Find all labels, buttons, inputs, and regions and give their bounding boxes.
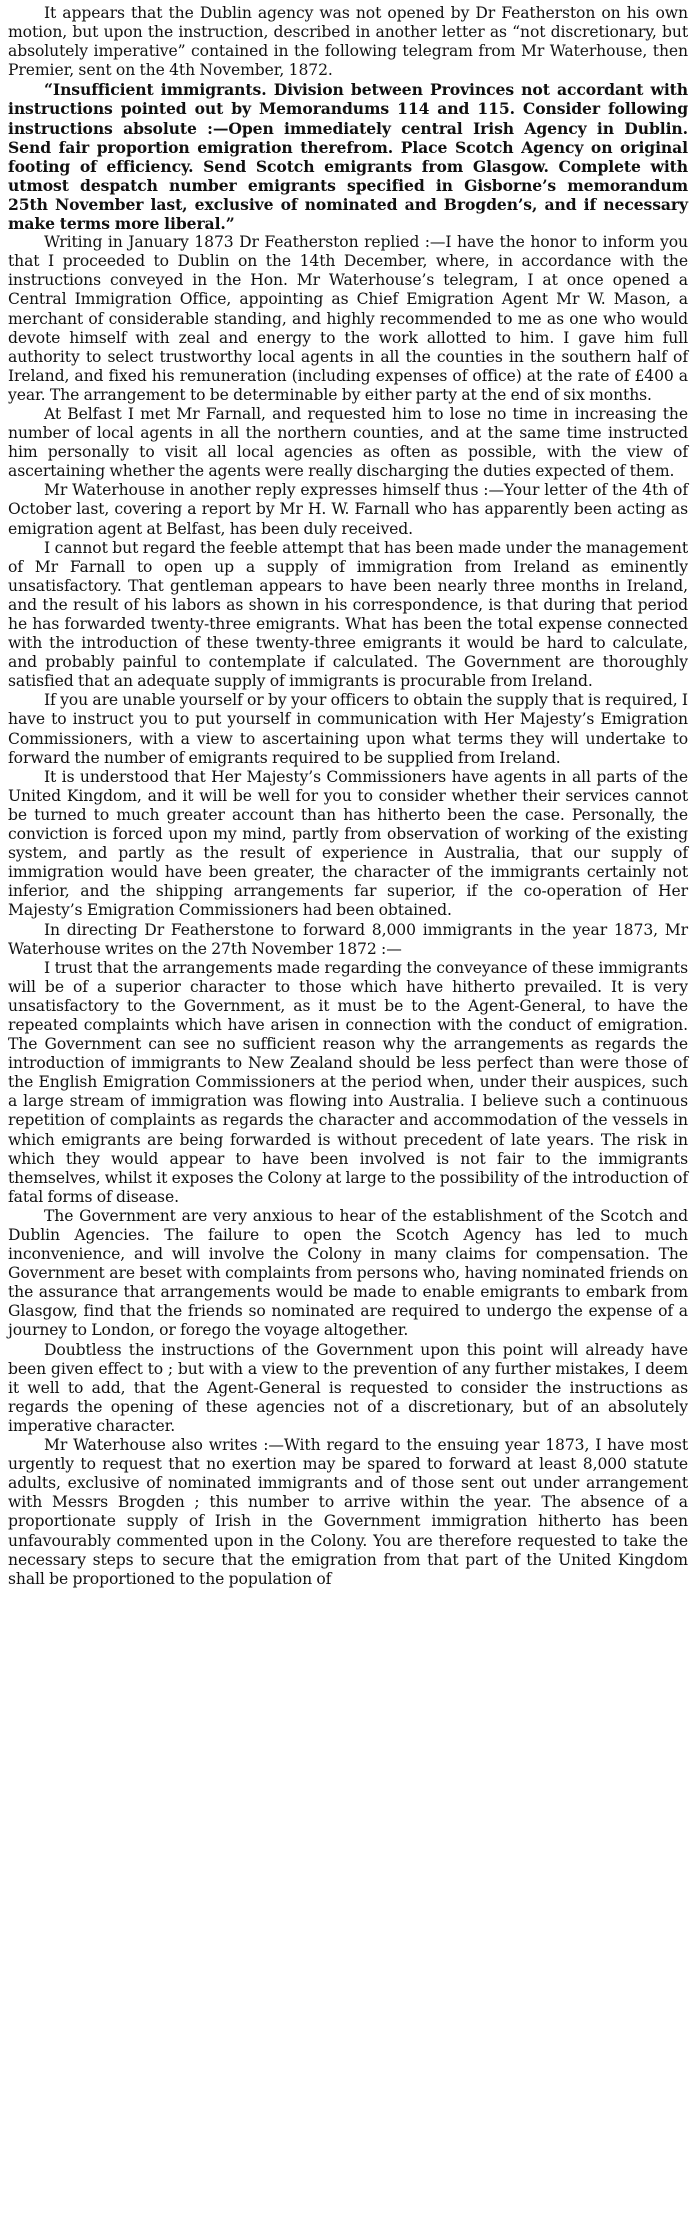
paragraph-commissioners-instruction: If you are unable yourself or by your officers to obtain the supply that is required, I have to instruct you to put yourself in communication with Her Majesty’s Emigration Commissioners, with a view to ascertaining upon what terms they will undertake to forward the number of emigrants required to be supplied from Ireland. xyxy=(8,691,688,767)
paragraph-waterhouse-reply: Mr Waterhouse in another reply expresses himself thus :—Your letter of the 4th of October last, covering a report by Mr H. W. Farnall who has apparently been acting as emigration agent at Belfast, has been duly received. xyxy=(8,481,688,538)
paragraph-belfast: At Belfast I met Mr Farnall, and requested him to lose no time in increasing the number of local agents in all the northern counties, and at the same time instructed him personally to visit all local agencies as often as possible, with the view of ascertaining whether the agents were really discharging the duties expected of them. xyxy=(8,404,688,481)
paragraph-ensuing-year: Mr Waterhouse also writes :—With regard to the ensuing year 1873, I have most urgently to request that no exertion may be spared to forward at least 8,000 statute adults, exclusive of nominated immigrants and of those sent out under arrangement with Messrs Brogden ; this number to arrive within the year. The absence of a proportionate supply of Irish in the Government immigration hitherto has been unfavourably commented upon in the Colony. You are therefore requested to take the necessary steps to secure that the emigration from that part of the United Kingdom shall be proportioned to the population of xyxy=(8,1436,688,1588)
paragraph-8000-immigrants: In directing Dr Featherstone to forward 8,000 immigrants in the year 1873, Mr Waterhouse writes on the 27th November 1872 :— xyxy=(8,920,688,958)
paragraph-farnall-attempt: I cannot but regard the feeble attempt that has been made under the management of Mr Farnall to open up a supply of immigration from Ireland as eminently unsatisfactory. That gentleman appears to have been nearly three months in Ireland, and the result of his labors as shown in his correspondence, is that during that period he has forwarded twenty-three emigrants. What has been the total expense connected with the introduction of these twenty-three emigrants it would be hard to calculate, and probably painful to contemplate if calculated. The Government are thoroughly satisfied that an adequate supply of immigrants is procurable from Ireland. xyxy=(8,538,688,691)
paragraph-dublin-agency: It appears that the Dublin agency was not opened by Dr Featherston on his own motion, but upon the instruction, described in another letter as “not discretionary, but absolutely imperative” contained in the following telegram from Mr Waterhouse, then Premier, sent on the 4th November, 1872. xyxy=(8,4,688,80)
paragraph-imperative-instructions: Doubtless the instructions of the Government upon this point will already have been given effect to ; but with a view to the prevention of any further mistakes, I deem it well to add, that the Agent-General is requested to consider the instructions as regards the opening of these agencies not of a discretionary, but of an absolutely imperative character. xyxy=(8,1340,688,1435)
paragraph-telegram: “Insufficient immigrants. Division between Provinces not accordant with instructions pointed out by Memorandums 114 and 115. Consider following instructions absolute :—Open immediately central Irish Agency in Dublin. Send fair proportion emigration therefrom. Place Scotch Agency on original footing of efficiency. Send Scotch emigrants from Glasgow. Complete with utmost despatch number emigrants specified in Gisborne’s memorandum 25th November last, exclusive of nominated and Brogden’s, and if necessary make terms more liberal.” xyxy=(8,80,688,234)
paragraph-scotch-dublin-agencies: The Government are very anxious to hear of the establishment of the Scotch and Dublin Agencies. The failure to open the Scotch Agency has led to much inconvenience, and will involve the Colony in many claims for compensation. The Government are beset with complaints from persons who, having nominated friends on the assurance that arrangements would be made to enable emigrants to embark from Glasgow, find that the friends so nominated are required to undergo the expense of a journey to London, or forego the voyage altogether. xyxy=(8,1206,688,1340)
paragraph-conveyance: I trust that the arrangements made regarding the conveyance of these immigrants will be of a superior character to those which have hitherto prevailed. It is very unsatisfactory to the Government, as it must be to the Agent-General, to have the repeated complaints which have arisen in connection with the conduct of emigration. The Government can see no sufficient reason why the arrangements as regards the introduction of immigrants to New Zealand should be less perfect than were those of the English Emigration Commissioners at the period when, under their auspices, such a large stream of immigration was flowing into Australia. I believe such a continuous repetition of complaints as regards the character and accommodation of the vessels in which emigrants are being forwarded is without precedent of late years. The risk in which they would appear to have been involved is not fair to the immigrants themselves, whilst it exposes the Colony at large to the possibility of the introduction of fatal forms of disease. xyxy=(8,958,688,1206)
paragraph-commissioners-agents: It is understood that Her Majesty’s Commissioners have agents in all parts of the United Kingdom, and it will be well for you to consider whether their services cannot be turned to much greater account than has hitherto been the case. Personally, the conviction is forced upon my mind, partly from observation of working of the existing system, and partly as the result of experience in Australia, that our supply of immigration would have been greater, the character of the immigrants certainly not inferior, and the shipping arrangements far superior, if the co-operation of Her Majesty’s Emigration Commissioners had been obtained. xyxy=(8,767,688,920)
paragraph-featherston-reply: Writing in January 1873 Dr Featherston replied :—I have the honor to inform you that I proceeded to Dublin on the 14th December, where, in accordance with the instructions conveyed in the Hon. Mr Waterhouse’s telegram, I at once opened a Central Immigration Office, appointing as Chief Emigration Agent Mr W. Mason, a merchant of considerable standing, and highly recommended to me as one who would devote himself with zeal and energy to the work allotted to him. I gave him full authority to select trustworthy local agents in all the counties in the southern half of Ireland, and fixed his remuneration (including expenses of office) at the rate of £400 a year. The arrangement to be determinable by either party at the end of six months. xyxy=(8,233,688,404)
